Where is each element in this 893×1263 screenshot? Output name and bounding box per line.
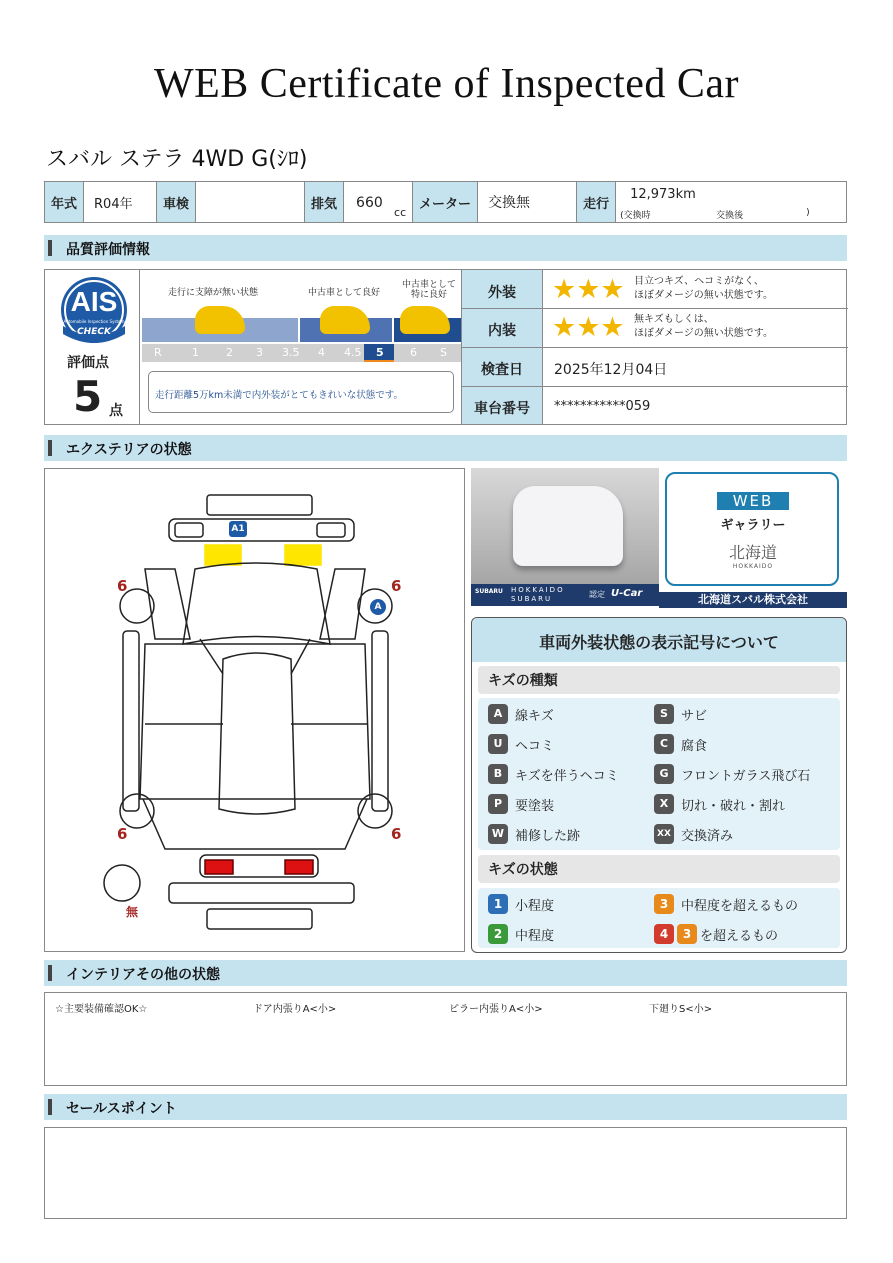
state-code: 4: [654, 924, 674, 944]
interior-section-title: インテリアその他の状態: [66, 967, 220, 983]
gauge-header-2: 中古車として良好: [308, 288, 381, 298]
displacement-unit: cc: [394, 206, 407, 219]
web-gallery-banner[interactable]: [659, 468, 847, 592]
legend-type-item: [488, 764, 619, 784]
quality-section-header: [44, 235, 847, 261]
legend-type-item: [654, 734, 707, 754]
legend-type-item: [654, 794, 785, 814]
mileage-note-right: ): [806, 208, 810, 218]
legend-title: 車両外装状態の表示記号について: [539, 633, 779, 652]
photo-caption-cert: 認定: [589, 590, 605, 599]
legend-label: 腐食: [681, 738, 708, 754]
gauge-step-selected: 5: [376, 346, 384, 359]
score-comment: 走行距離5万km未満で内外装がとてもきれいな状態です。: [155, 390, 404, 401]
tire-depth-rear-left: 6: [117, 825, 128, 843]
chassis-label: 車台番号: [474, 401, 530, 417]
year-value: R04年: [84, 182, 157, 223]
inspection-date-label: 検査日: [481, 362, 523, 378]
gauge-step: S: [440, 346, 447, 359]
exterior-section-title: エクステリアの状態: [66, 442, 192, 458]
legend-label: キズを伴うヘコミ: [515, 768, 619, 784]
legend-label: 線キズ: [515, 708, 554, 724]
gauge-step: 4.5: [344, 346, 362, 359]
meter-value: 交換無: [478, 182, 577, 223]
exterior-desc-1: 目立つキズ、ヘコミがなく、: [634, 276, 764, 287]
dealer-name: 北海道スバル株式会社: [659, 592, 847, 608]
photo-caption-2: SUBARU: [511, 595, 553, 603]
tire-depth-front-left: 6: [117, 577, 128, 595]
legend-label: 要塗装: [515, 798, 555, 814]
gauge-step: 3: [256, 346, 263, 359]
interior-note: 下廻りS<小>: [649, 1004, 713, 1015]
state-label: 小程度: [515, 898, 555, 914]
interior-note: ☆主要装備確認OK☆: [55, 1004, 148, 1015]
row-divider: [462, 308, 848, 309]
car-outline: [45, 469, 466, 953]
gauge-step: 2: [226, 346, 233, 359]
legend-label: 切れ・破れ・割れ: [681, 798, 786, 814]
displacement-value: 660: [356, 195, 383, 211]
state-title: キズの状態: [488, 862, 558, 878]
shaken-label: 車検: [157, 182, 196, 223]
legend-code: P: [488, 794, 508, 814]
section-marker: [48, 440, 52, 456]
exterior-section-header: [44, 435, 847, 461]
state-label: を超えるもの: [700, 928, 779, 944]
legend-type-item: [654, 704, 707, 724]
gallery-label: ギャラリー: [720, 518, 786, 533]
photo-caption-1: HOKKAIDO: [511, 586, 565, 594]
sales-section-title: セールスポイント: [66, 1101, 177, 1117]
inspection-date-value: 2025年12月04日: [554, 362, 668, 378]
legend-box: [471, 617, 847, 953]
score-value: 5: [73, 372, 103, 421]
legend-code: XX: [654, 824, 674, 844]
state-code: 1: [488, 894, 508, 914]
interior-section-header: [44, 960, 847, 986]
gauge-step: 4: [318, 346, 325, 359]
ais-logo-check: CHECK: [77, 327, 111, 337]
legend-state-item: [488, 924, 554, 944]
mileage-note-left: (交換時: [620, 211, 651, 221]
car-name: スバル ステラ 4WD G(ｼﾛ): [46, 147, 308, 172]
interior-note: ドア内張りA<小>: [253, 1004, 337, 1015]
exterior-desc-2: ほぼダメージの無い状態です。: [634, 290, 773, 301]
meter-label: メーター: [413, 182, 478, 223]
gauge-step: 3.5: [282, 346, 300, 359]
legend-code: X: [654, 794, 674, 814]
displacement-cell: [344, 182, 413, 223]
mileage-value: 12,973km: [630, 187, 696, 202]
types-title: キズの種類: [488, 673, 558, 689]
tire-depth-front-right: 6: [391, 577, 402, 595]
section-marker: [48, 965, 52, 981]
legend-code: G: [654, 764, 674, 784]
score-label: 評価点: [67, 355, 109, 371]
rating-table: [461, 270, 848, 424]
legend-label: 交換済み: [681, 828, 734, 844]
legend-label: ヘコミ: [515, 738, 555, 754]
mileage-note-mid: 交換後: [716, 211, 744, 221]
legend-label: サビ: [681, 708, 708, 724]
photo-caption-bar: [471, 584, 659, 606]
ais-logo-sub: Automobile Inspection System: [63, 319, 125, 324]
photo-caption-ucar: U-Car: [611, 588, 643, 599]
legend-type-item: [488, 734, 554, 754]
mileage-cell: [616, 182, 847, 223]
tire-depth-rear-right: 6: [391, 825, 402, 843]
legend-type-item: [654, 824, 733, 844]
legend-state-item: [654, 924, 778, 944]
interior-desc-1: 無キズもしくは、: [634, 314, 714, 325]
gauge-header-3: 中古車として特に良好: [401, 280, 456, 300]
section-marker: [48, 240, 52, 256]
score-comment-box: [148, 371, 454, 413]
subaru-logo: SUBARU: [475, 588, 503, 595]
interior-desc-2: ほぼダメージの無い状態です。: [634, 328, 773, 339]
legend-code: A: [488, 704, 508, 724]
gauge-step: 6: [410, 346, 417, 359]
damage-mark[interactable]: A: [370, 599, 386, 615]
car-icon: [195, 306, 245, 334]
displacement-label: 排気: [305, 182, 344, 223]
gallery-region-en: HOKKAIDO: [732, 563, 774, 570]
gallery-web-label: WEB: [717, 492, 789, 510]
score-unit: 点: [109, 403, 123, 419]
year-label: 年式: [45, 182, 84, 223]
legend-type-item: [654, 764, 810, 784]
interior-notes-box: [44, 992, 847, 1086]
chassis-value: ***********059: [554, 399, 651, 414]
legend-state-item: [488, 894, 554, 914]
row-divider: [462, 386, 848, 387]
gauge-step: 1: [192, 346, 199, 359]
spare-tire-label: 無: [126, 905, 139, 919]
car-icon: [400, 306, 450, 334]
row-divider: [462, 347, 848, 348]
legend-code: U: [488, 734, 508, 754]
quality-section-title: 品質評価情報: [66, 242, 150, 258]
score-gauge: [139, 270, 462, 424]
sales-points-box: [44, 1127, 847, 1219]
gallery-region: 北海道: [728, 543, 777, 562]
legend-code: W: [488, 824, 508, 844]
legend-type-item: [488, 794, 554, 814]
section-marker: [48, 1099, 52, 1115]
legend-label: フロントガラス飛び石: [681, 768, 811, 784]
legend-state-item: [654, 894, 798, 914]
car-photo-vehicle: [513, 486, 623, 566]
gauge-step: R: [154, 346, 162, 359]
legend-type-item: [488, 704, 554, 724]
legend-code: S: [654, 704, 674, 724]
interior-note: ピラー内張りA<小>: [449, 1004, 543, 1015]
state-label: 中程度: [515, 928, 555, 944]
sales-section-header: [44, 1094, 847, 1120]
state-code: 3: [654, 894, 674, 914]
ais-logo-text: AIS: [70, 286, 118, 317]
shaken-value: [196, 182, 305, 223]
quality-box: [44, 269, 847, 425]
state-label: 中程度を超えるもの: [681, 898, 799, 914]
car-icon: [320, 306, 370, 334]
legend-type-item: [488, 824, 580, 844]
interior-label: 内装: [488, 323, 516, 339]
page-title: WEB Certificate of Inspected Car: [153, 61, 740, 107]
car-info-table: [44, 181, 847, 223]
legend-label: 補修した跡: [515, 828, 581, 844]
exterior-stars: ★★★: [552, 274, 625, 305]
legend-code: C: [654, 734, 674, 754]
gauge-header-1: 走行に支障が無い状態: [168, 288, 259, 298]
mileage-label: 走行: [577, 182, 616, 223]
gauge-steps: [142, 344, 461, 362]
ais-logo: [55, 276, 133, 350]
legend-code: B: [488, 764, 508, 784]
state-code: 2: [488, 924, 508, 944]
interior-stars: ★★★: [552, 312, 625, 343]
car-diagram: [44, 468, 465, 952]
damage-mark[interactable]: A1: [229, 521, 247, 537]
car-photo[interactable]: [471, 468, 659, 606]
state-code: 3: [677, 924, 697, 944]
exterior-label: 外装: [488, 285, 516, 301]
